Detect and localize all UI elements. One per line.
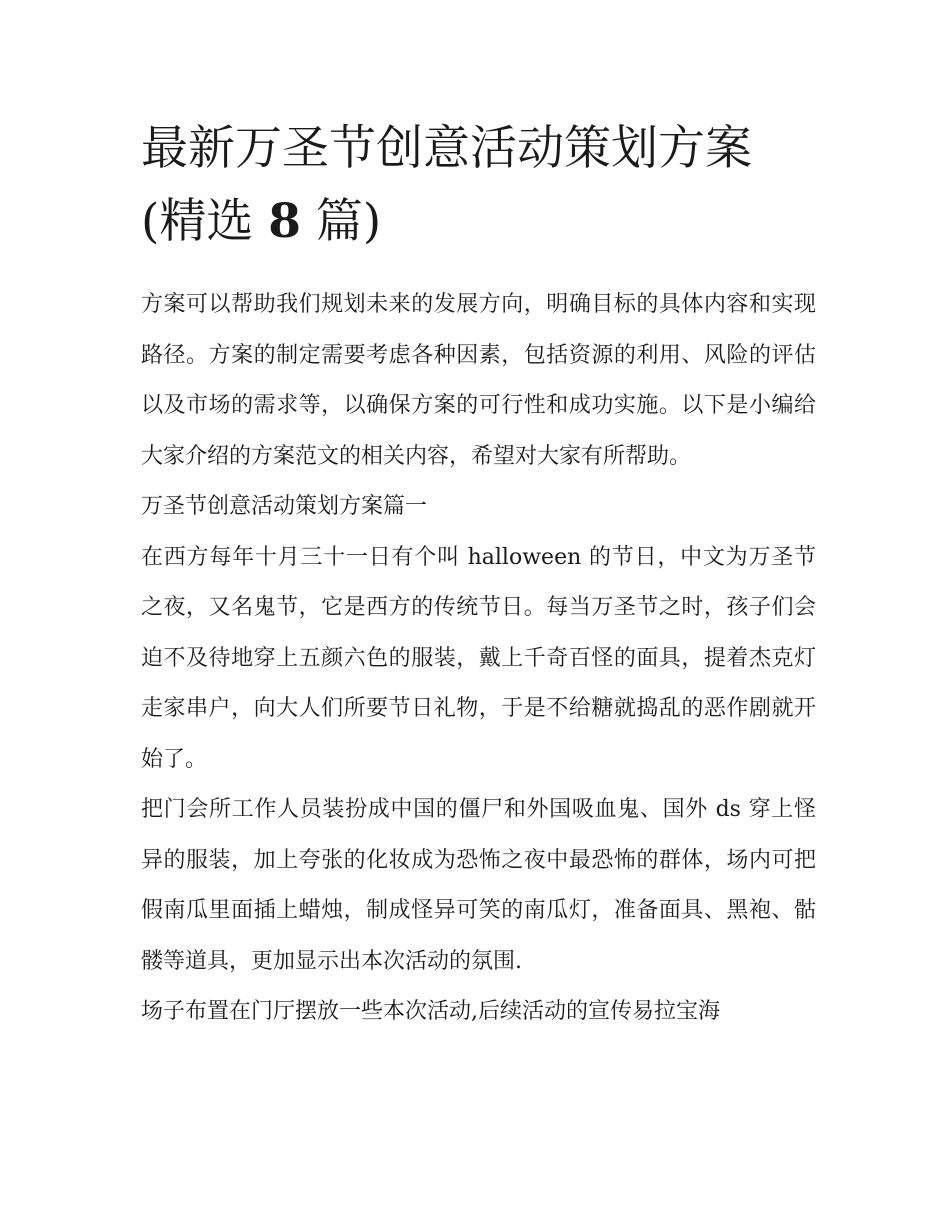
body-paragraph-2: 把门会所工作人员装扮成中国的僵尸和外国吸血鬼、国外 ds 穿上怪异的服装，加上夸张的化妆成为恐怖之夜中最恐怖的群体，场内可把假南瓜里面插上蜡烛，制成怪异可笑的南瓜灯，准备面具、黑袍、骷髅等道具，更加显示出本次活动的氛围. [141,797,816,974]
title-count: 8 [268,194,301,249]
title-main: 最新万圣节创意活动策划方案 [141,121,752,176]
section-heading-1: 万圣节创意活动策划方案篇一 [141,494,428,519]
title-paren-open: (精选 [141,194,269,249]
body-paragraph-1: 在西方每年十月三十一日有个叫 halloween 的节日，中文为万圣节之夜，又名鬼节，它是西方的传统节日。每当万圣节之时，孩子们会迫不及待地穿上五颜六色的服装，戴上千奇百怪的面具，提着杰克灯走家串户，向大人们所要节日礼物，于是不给糖就捣乱的恶作剧就开始了。 [141,544,816,772]
body-paragraph-3: 场子布置在门厅摆放一些本次活动,后续活动的宣传易拉宝海 [141,999,720,1024]
title-paren-close: 篇) [300,194,382,249]
document-title [141,112,816,258]
document-page [141,112,816,1038]
intro-paragraph: 方案可以帮助我们规划未来的发展方向，明确目标的具体内容和实现路径。方案的制定需要考虑各种因素，包括资源的利用、风险的评估以及市场的需求等，以确保方案的可行性和成功实施。以下是小编给大家介绍的方案范文的相关内容，希望对大家有所帮助。 [141,292,816,469]
